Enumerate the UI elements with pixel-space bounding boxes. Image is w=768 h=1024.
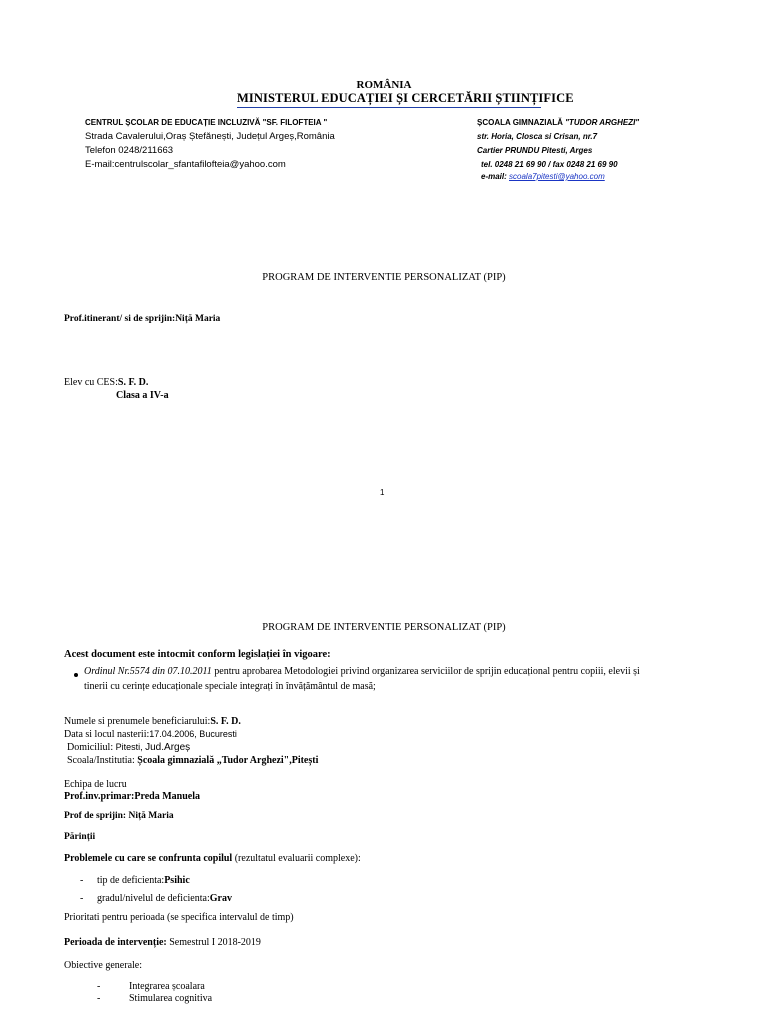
page2-title: PROGRAM DE INTERVENTIE PERSONALIZAT (PIP) xyxy=(262,622,506,633)
school-phone: tel. 0248 21 69 90 / fax 0248 21 69 90 xyxy=(481,160,618,169)
period-value: Semestrul I 2018-2019 xyxy=(166,937,261,948)
school-value: Școala gimnazială „Tudor Arghezi",Pitești xyxy=(137,755,319,766)
school-email-line xyxy=(481,172,605,181)
priorities-line: Prioritati pentru perioada (se specifica intervalul de timp) xyxy=(64,912,294,923)
student-line xyxy=(64,377,148,388)
problems-line xyxy=(64,853,361,864)
problems-label: Problemele cu care se confrunta copilul xyxy=(64,853,233,864)
legal-order-line2: tinerii cu cerințe educaționale speciale integrați în învățământul de masă; xyxy=(84,681,376,692)
teacher-name: :Niță Maria xyxy=(172,314,221,324)
school-prefix: ȘCOALA GIMNAZIALĂ xyxy=(477,118,566,127)
objective-item: Stimularea cognitiva xyxy=(129,993,213,1004)
birth-label: Data si locul nasterii: xyxy=(64,729,150,740)
domicile-value: Pitesti, xyxy=(115,742,146,752)
school-name: "TUDOR ARGHEZI" xyxy=(565,118,640,127)
period-line xyxy=(64,937,261,948)
objectives-label: Obiective generale: xyxy=(64,960,143,971)
legal-bullet xyxy=(74,666,78,684)
problems-note: (rezultatul evaluarii complexe): xyxy=(232,853,361,864)
beneficiary-label: Numele si prenumele beneficiarului: xyxy=(64,716,211,727)
school-email-link[interactable]: scoala7pitesti@yahoo.com xyxy=(509,172,605,181)
deficiency-type-value: Psihic xyxy=(164,875,190,886)
teacher-label: Prof.itinerant/ si de sprijin xyxy=(64,314,173,324)
school-district: Cartier PRUNDU Pitesti, Arges xyxy=(477,146,593,155)
student-class: Clasa a IV-a xyxy=(116,390,169,401)
deficiency-type-label: tip de deficienta: xyxy=(97,875,165,886)
legal-order-line1 xyxy=(84,666,640,677)
birth-line xyxy=(64,729,237,740)
school-email-label: e-mail: xyxy=(481,172,510,181)
institution-name: CENTRUL ȘCOLAR DE EDUCAȚIE INCLUZIVĂ "SF. FILOFTEIA " xyxy=(85,118,328,127)
page1-title: PROGRAM DE INTERVENTIE PERSONALIZAT (PIP) xyxy=(262,272,506,283)
institution-email: E-mail:centrulscolar_sfantafilofteia@yahoo.com xyxy=(85,159,286,170)
student-label: Elev cu CES: xyxy=(64,377,118,388)
domicile-county: Jud.Argeș xyxy=(145,742,191,753)
team-support-teacher: Prof de sprijin: Niță Maria xyxy=(64,811,174,821)
order-reference: Ordinul Nr.5574 din 07.10.2011 xyxy=(84,666,212,677)
beneficiary-value: S. F. D. xyxy=(210,716,241,727)
domicile-line xyxy=(67,742,190,753)
school-line xyxy=(67,755,318,766)
ministry-heading: MINISTERUL EDUCAȚIEI ȘI CERCETĂRII ȘTIINȚIFICE xyxy=(237,91,541,108)
country-heading: ROMÂNIA xyxy=(356,79,412,91)
institution-phone: Telefon 0248/211663 xyxy=(85,145,174,156)
deficiency-level-dash: - xyxy=(80,893,84,904)
school-label: Scoala/Institutia: xyxy=(67,755,138,766)
school-street: str. Horia, Closca si Crisan, nr.7 xyxy=(477,132,598,141)
institution-address: Strada Cavalerului,Oraș Ștefănești, Județul Argeș,România xyxy=(85,131,335,142)
deficiency-type-item xyxy=(97,875,190,886)
objective-dash-2: - xyxy=(97,993,101,1004)
period-label: Perioada de intervenție: xyxy=(64,937,167,948)
team-label: Echipa de lucru xyxy=(64,779,127,790)
deficiency-level-value: Grav xyxy=(209,893,232,904)
domicile-label: Domiciliul: xyxy=(67,742,116,753)
teacher-line xyxy=(64,314,220,324)
student-name: S. F. D. xyxy=(117,377,149,388)
school-heading xyxy=(477,118,639,127)
beneficiary-line xyxy=(64,716,241,727)
team-primary-teacher: Prof.inv.primar:Preda Manuela xyxy=(64,791,201,802)
deficiency-level-label: gradul/nivelul de deficienta: xyxy=(97,893,210,904)
team-parents: Părinții xyxy=(64,832,96,842)
birth-value: 17.04.2006, Bucuresti xyxy=(149,729,237,739)
legal-heading: Acest document este intocmit conform legislației în vigoare: xyxy=(64,649,331,660)
objective-item: Integrarea școalara xyxy=(129,981,205,992)
deficiency-type-dash: - xyxy=(80,875,84,886)
page-number: 1 xyxy=(380,488,385,497)
deficiency-level-item xyxy=(97,893,232,904)
order-text-1: pentru aprobarea Metodologiei privind organizarea serviciilor de sprijin educațional pentru copiii, elevii și xyxy=(211,666,640,677)
objective-dash-1: - xyxy=(97,981,101,992)
